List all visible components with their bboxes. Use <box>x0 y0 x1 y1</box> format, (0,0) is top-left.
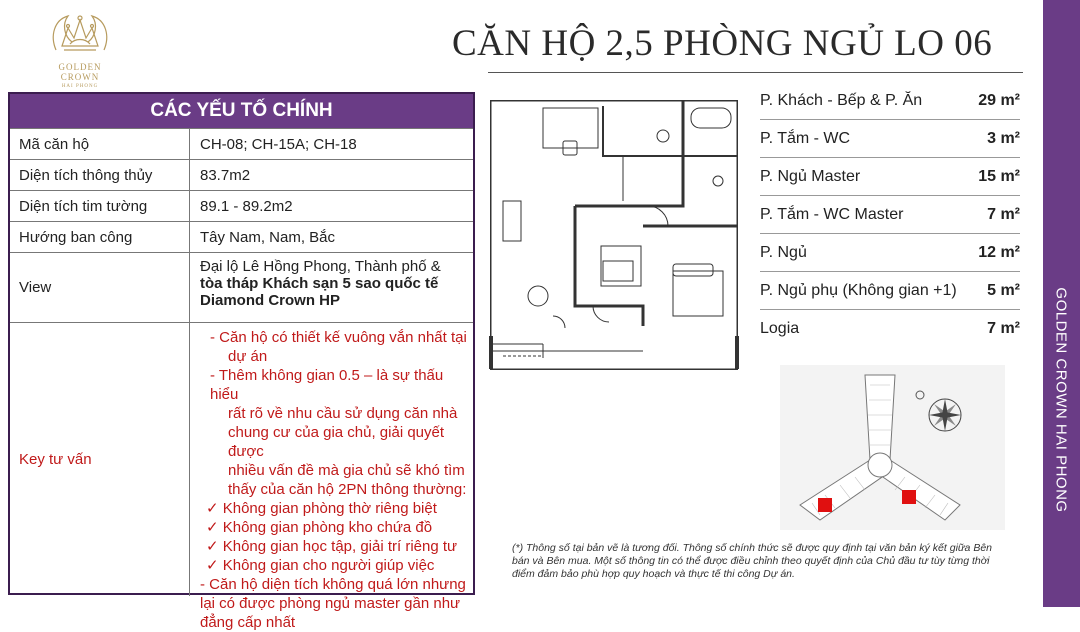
key-advice-line: đẳng cấp nhất <box>200 614 296 631</box>
room-name: P. Ngủ Master <box>760 167 861 185</box>
view-line-bold: Diamond Crown HP <box>200 292 341 309</box>
table-row <box>10 159 473 190</box>
key-advice-line: lại có được phòng ngủ master gần như <box>200 595 461 612</box>
tower-site-plan <box>780 365 1005 530</box>
room-name: Logia <box>760 320 800 337</box>
key-advice-line: ✓ Không gian học tập, giải trí riêng tư <box>206 538 458 555</box>
table-row <box>10 190 473 221</box>
row-value: CH-08; CH-15A; CH-18 <box>200 135 357 153</box>
list-item <box>760 234 1020 272</box>
room-area: 15 m² <box>978 167 1020 185</box>
room-area-list <box>760 82 1020 348</box>
row-label: Hướng ban công <box>10 222 190 252</box>
page-title: CĂN HỘ 2,5 PHÒNG NGỦ LO 06 <box>452 23 993 64</box>
list-item <box>760 120 1020 158</box>
key-advice-line: nhiều vấn đề mà gia chủ sẽ khó tìm <box>228 462 465 479</box>
list-item <box>760 310 1020 348</box>
row-label: Diện tích thông thủy <box>10 160 190 190</box>
key-advice-line: ✓ Không gian phòng kho chứa đồ <box>206 519 433 536</box>
view-line: Đại lộ Lê Hồng Phong, Thành phố & <box>200 258 441 275</box>
row-value: 83.7m2 <box>200 166 251 184</box>
list-item <box>760 158 1020 196</box>
room-area: 7 m² <box>987 320 1020 337</box>
list-item <box>760 82 1020 120</box>
logo-wordmark <box>40 62 120 92</box>
logo-line-1: GOLDEN <box>58 62 102 72</box>
table-header: CÁC YẾU TỐ CHÍNH <box>10 94 473 128</box>
table-row-key <box>10 322 473 631</box>
row-label: Diện tích tim tường <box>10 191 190 221</box>
view-value <box>190 253 473 322</box>
side-brand-text: GOLDEN CROWN HAI PHONG <box>1052 287 1070 513</box>
logo-line-3: HAI PHONG <box>61 84 99 89</box>
row-label: Mã căn hộ <box>10 129 190 159</box>
key-advice-line: - Căn hộ diện tích không quá lớn nhưng <box>200 576 466 593</box>
room-name: P. Khách - Bếp & P. Ăn <box>760 91 923 109</box>
disclaimer-note: (*) Thông số tại bản vẽ là tương đối. Thông số chính thức sẽ được quy định tại văn bản ký kết giữa Bên bán và Bên mua. Một số thông tin có thể được điều chỉnh theo quyết định của Chủ đầu tư tùy từng thời điểm đảm bảo phù hợp quy hoạch và thực tế thi công Dự án. <box>512 542 993 580</box>
row-value: Tây Nam, Nam, Bắc <box>200 228 336 246</box>
row-label: Key tư vấn <box>10 323 190 596</box>
key-advice-line: chung cư của gia chủ, giải quyết được <box>228 424 445 460</box>
row-value: 89.1 - 89.2m2 <box>200 197 293 215</box>
logo-line-2: CROWN <box>60 72 100 82</box>
room-name: P. Tắm - WC Master <box>760 205 904 223</box>
room-name: P. Tắm - WC <box>760 129 851 147</box>
key-advice-line: ✓ Không gian cho người giúp việc <box>206 557 435 574</box>
key-advice-line: ✓ Không gian phòng thờ riêng biệt <box>206 500 437 517</box>
compass-icon <box>929 399 961 431</box>
room-area: 29 m² <box>978 91 1020 109</box>
room-area: 5 m² <box>987 281 1020 299</box>
room-area: 3 m² <box>987 129 1020 147</box>
key-advice-line: rất rõ về nhu cầu sử dụng căn nhà <box>228 405 458 422</box>
key-advice-list <box>190 323 473 631</box>
table-row <box>10 221 473 252</box>
key-advice-line: - Thêm không gian 0.5 – là sự thấu hiểu <box>210 367 444 403</box>
floor-plan-drawing <box>483 96 745 373</box>
table-row <box>10 128 473 159</box>
title-underline <box>488 72 1023 73</box>
list-item <box>760 272 1020 310</box>
key-advice-line: thấy của căn hộ 2PN thông thường: <box>228 481 467 498</box>
room-area: 7 m² <box>987 205 1020 223</box>
key-advice-line: - Căn hộ có thiết kế vuông vắn nhất tại <box>210 329 467 346</box>
list-item <box>760 196 1020 234</box>
key-factors-table <box>8 92 475 631</box>
room-name: P. Ngủ <box>760 243 807 261</box>
room-area: 12 m² <box>978 243 1020 261</box>
table-row-view <box>10 252 473 322</box>
room-name: P. Ngủ phụ (Không gian +1) <box>760 281 957 299</box>
view-line-bold: tòa tháp Khách sạn 5 sao quốc tế <box>200 275 439 292</box>
row-label: View <box>10 253 190 322</box>
key-advice-line: dự án <box>228 348 268 365</box>
